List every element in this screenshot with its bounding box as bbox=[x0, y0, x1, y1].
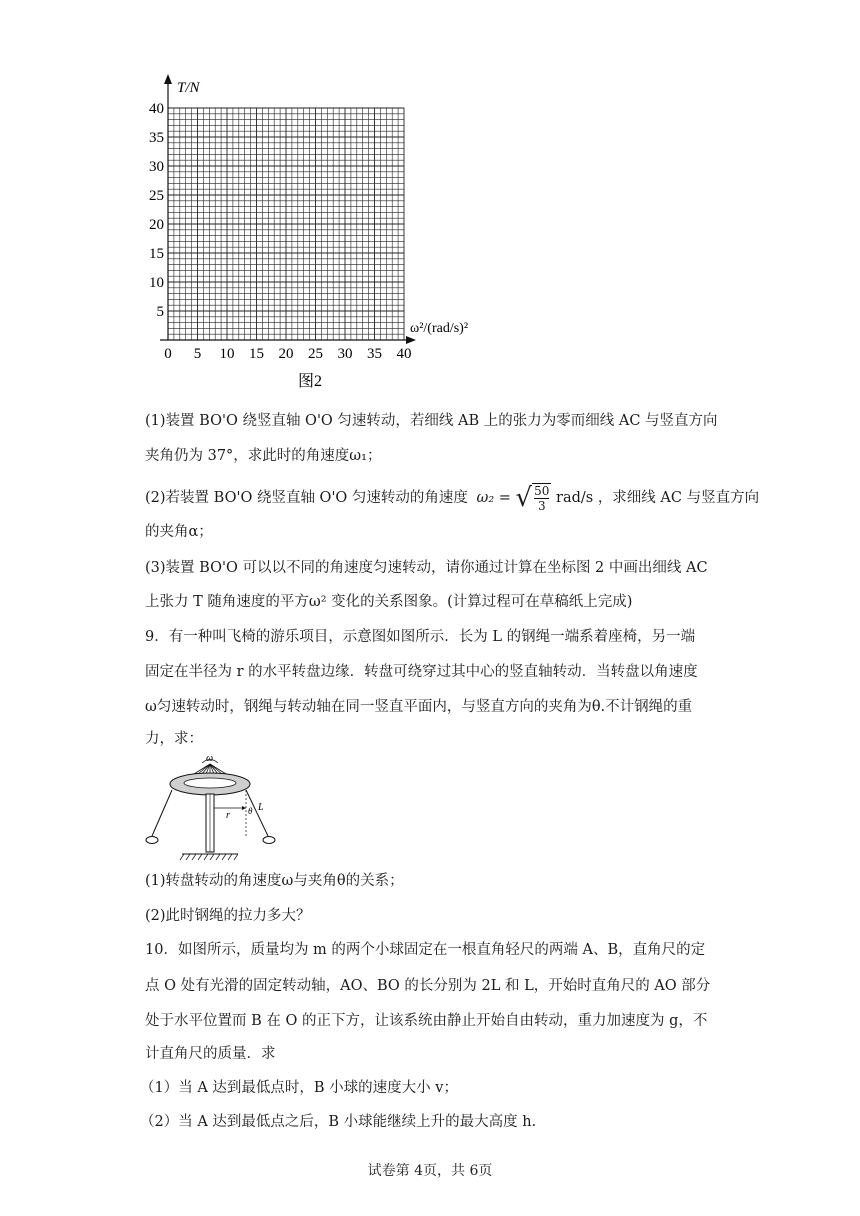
x-tick-label: 30 bbox=[337, 346, 353, 362]
q8-part2-suffix: ，求细线 AC 与竖直方向 bbox=[597, 490, 760, 506]
q8-part2-line1 bbox=[145, 483, 759, 513]
y-axis-label: T/N bbox=[177, 80, 200, 96]
q9-line4: 力，求： bbox=[145, 731, 203, 747]
x-tick-labels bbox=[164, 346, 411, 362]
omega2-unit: rad/s bbox=[556, 490, 594, 506]
q9-line1: 9．有一种叫飞椅的游乐项目，示意图如图所示．长为 L 的钢绳一端系着座椅，另一端 bbox=[145, 629, 696, 645]
sqrt-symbol: √ bbox=[515, 483, 533, 513]
omega2-symbol: ω₂ = bbox=[476, 490, 511, 506]
right-seat bbox=[263, 837, 275, 844]
y-tick-label: 40 bbox=[149, 101, 164, 117]
left-seat bbox=[146, 837, 158, 844]
y-axis-arrow bbox=[164, 74, 172, 84]
q10-line3: 处于水平位置而 B 在 O 的正下方，让该系统由静止开始自由转动，重力加速度为 g，不 bbox=[145, 1013, 708, 1029]
q10-sub2: （2）当 A 达到最低点之后，B 小球能继续上升的最大高度 h. bbox=[140, 1114, 537, 1130]
y-tick-label: 5 bbox=[156, 304, 164, 320]
x-tick-label: 35 bbox=[367, 346, 382, 362]
omega2-formula bbox=[477, 483, 594, 513]
x-axis-arrow bbox=[406, 336, 416, 344]
q8-part3-line1: (3)装置 BO'O 可以以不同的角速度匀速转动，请你通过计算在坐标图 2 中画出细线 AC bbox=[145, 560, 708, 576]
x-tick-label: 15 bbox=[249, 346, 264, 362]
y-tick-labels bbox=[149, 101, 164, 320]
r-label: r bbox=[226, 810, 230, 821]
left-rope bbox=[152, 790, 172, 836]
q8-part1-line1: (1)装置 BO'O 绕竖直轴 O'O 匀速转动，若细线 AB 上的张力为零而细线 AC 与竖直方向 bbox=[145, 413, 718, 429]
q10-sub1: （1）当 A 达到最低点时，B 小球的速度大小 v； bbox=[140, 1080, 458, 1096]
q10-line1: 10．如图所示，质量均为 m 的两个小球固定在一根直角轻尺的两端 A、B，直角尺的定 bbox=[145, 942, 706, 958]
q8-part2-prefix: (2)若装置 BO'O 绕竖直轴 O'O 匀速转动的角速度 bbox=[145, 490, 468, 506]
q10-line4: 计直角尺的质量．求 bbox=[145, 1046, 276, 1062]
x-tick-label: 0 bbox=[164, 346, 172, 362]
x-tick-label: 10 bbox=[219, 346, 235, 362]
q8-part3-line2: 上张力 T 随角速度的平方ω² 变化的关系图象。(计算过程可在草稿纸上完成) bbox=[145, 594, 633, 610]
turntable-ring-inner bbox=[184, 778, 236, 788]
q8-part2-line2: 的夹角α； bbox=[145, 524, 213, 540]
x-tick-label: 25 bbox=[308, 346, 323, 362]
y-tick-label: 25 bbox=[149, 188, 164, 204]
q10-line2: 点 O 处有光滑的固定转动轴，AO、BO 的长分别为 2L 和 L，开始时直角尺的 AO 部分 bbox=[145, 978, 711, 994]
omega-label: ω bbox=[206, 753, 214, 764]
blank-grid-graph bbox=[0, 0, 480, 400]
q8-part1-line2: 夹角仍为 37°，求此时的角速度ω₁； bbox=[145, 448, 382, 464]
x-tick-label: 20 bbox=[278, 346, 294, 362]
x-axis-label: ω²/(rad/s)² bbox=[410, 321, 469, 336]
theta-label: θ bbox=[248, 806, 253, 816]
x-tick-label: 5 bbox=[193, 346, 202, 362]
flying-chair-figure bbox=[142, 750, 282, 862]
q9-line2: 固定在半径为 r 的水平转盘边缘．转盘可绕穿过其中心的竖直轴转动．当转盘以角速度 bbox=[145, 664, 698, 680]
y-tick-label: 15 bbox=[149, 246, 164, 262]
x-tick-label: 40 bbox=[396, 346, 412, 362]
L-label: L bbox=[258, 802, 264, 813]
fraction-denominator: 3 bbox=[537, 499, 546, 513]
figure-caption: 图2 bbox=[298, 373, 323, 390]
y-tick-label: 10 bbox=[149, 275, 164, 291]
q9-sub1: (1)转盘转动的角速度ω与夹角θ的关系； bbox=[145, 873, 404, 889]
sqrt-fraction bbox=[532, 483, 551, 513]
ground-hatching bbox=[180, 854, 238, 860]
grid-lines bbox=[168, 108, 404, 340]
fraction-numerator: 50 bbox=[534, 484, 550, 498]
q9-line3: ω匀速转动时，钢绳与转动轴在同一竖直平面内，与竖直方向的夹角为θ.不计钢绳的重 bbox=[145, 699, 693, 715]
q9-sub2: (2)此时钢绳的拉力多大？ bbox=[145, 908, 311, 924]
y-tick-label: 30 bbox=[149, 159, 164, 175]
page-footer: 试卷第 4页，共 6页 bbox=[367, 1163, 493, 1179]
y-tick-label: 20 bbox=[149, 217, 164, 233]
y-tick-label: 35 bbox=[149, 130, 164, 146]
